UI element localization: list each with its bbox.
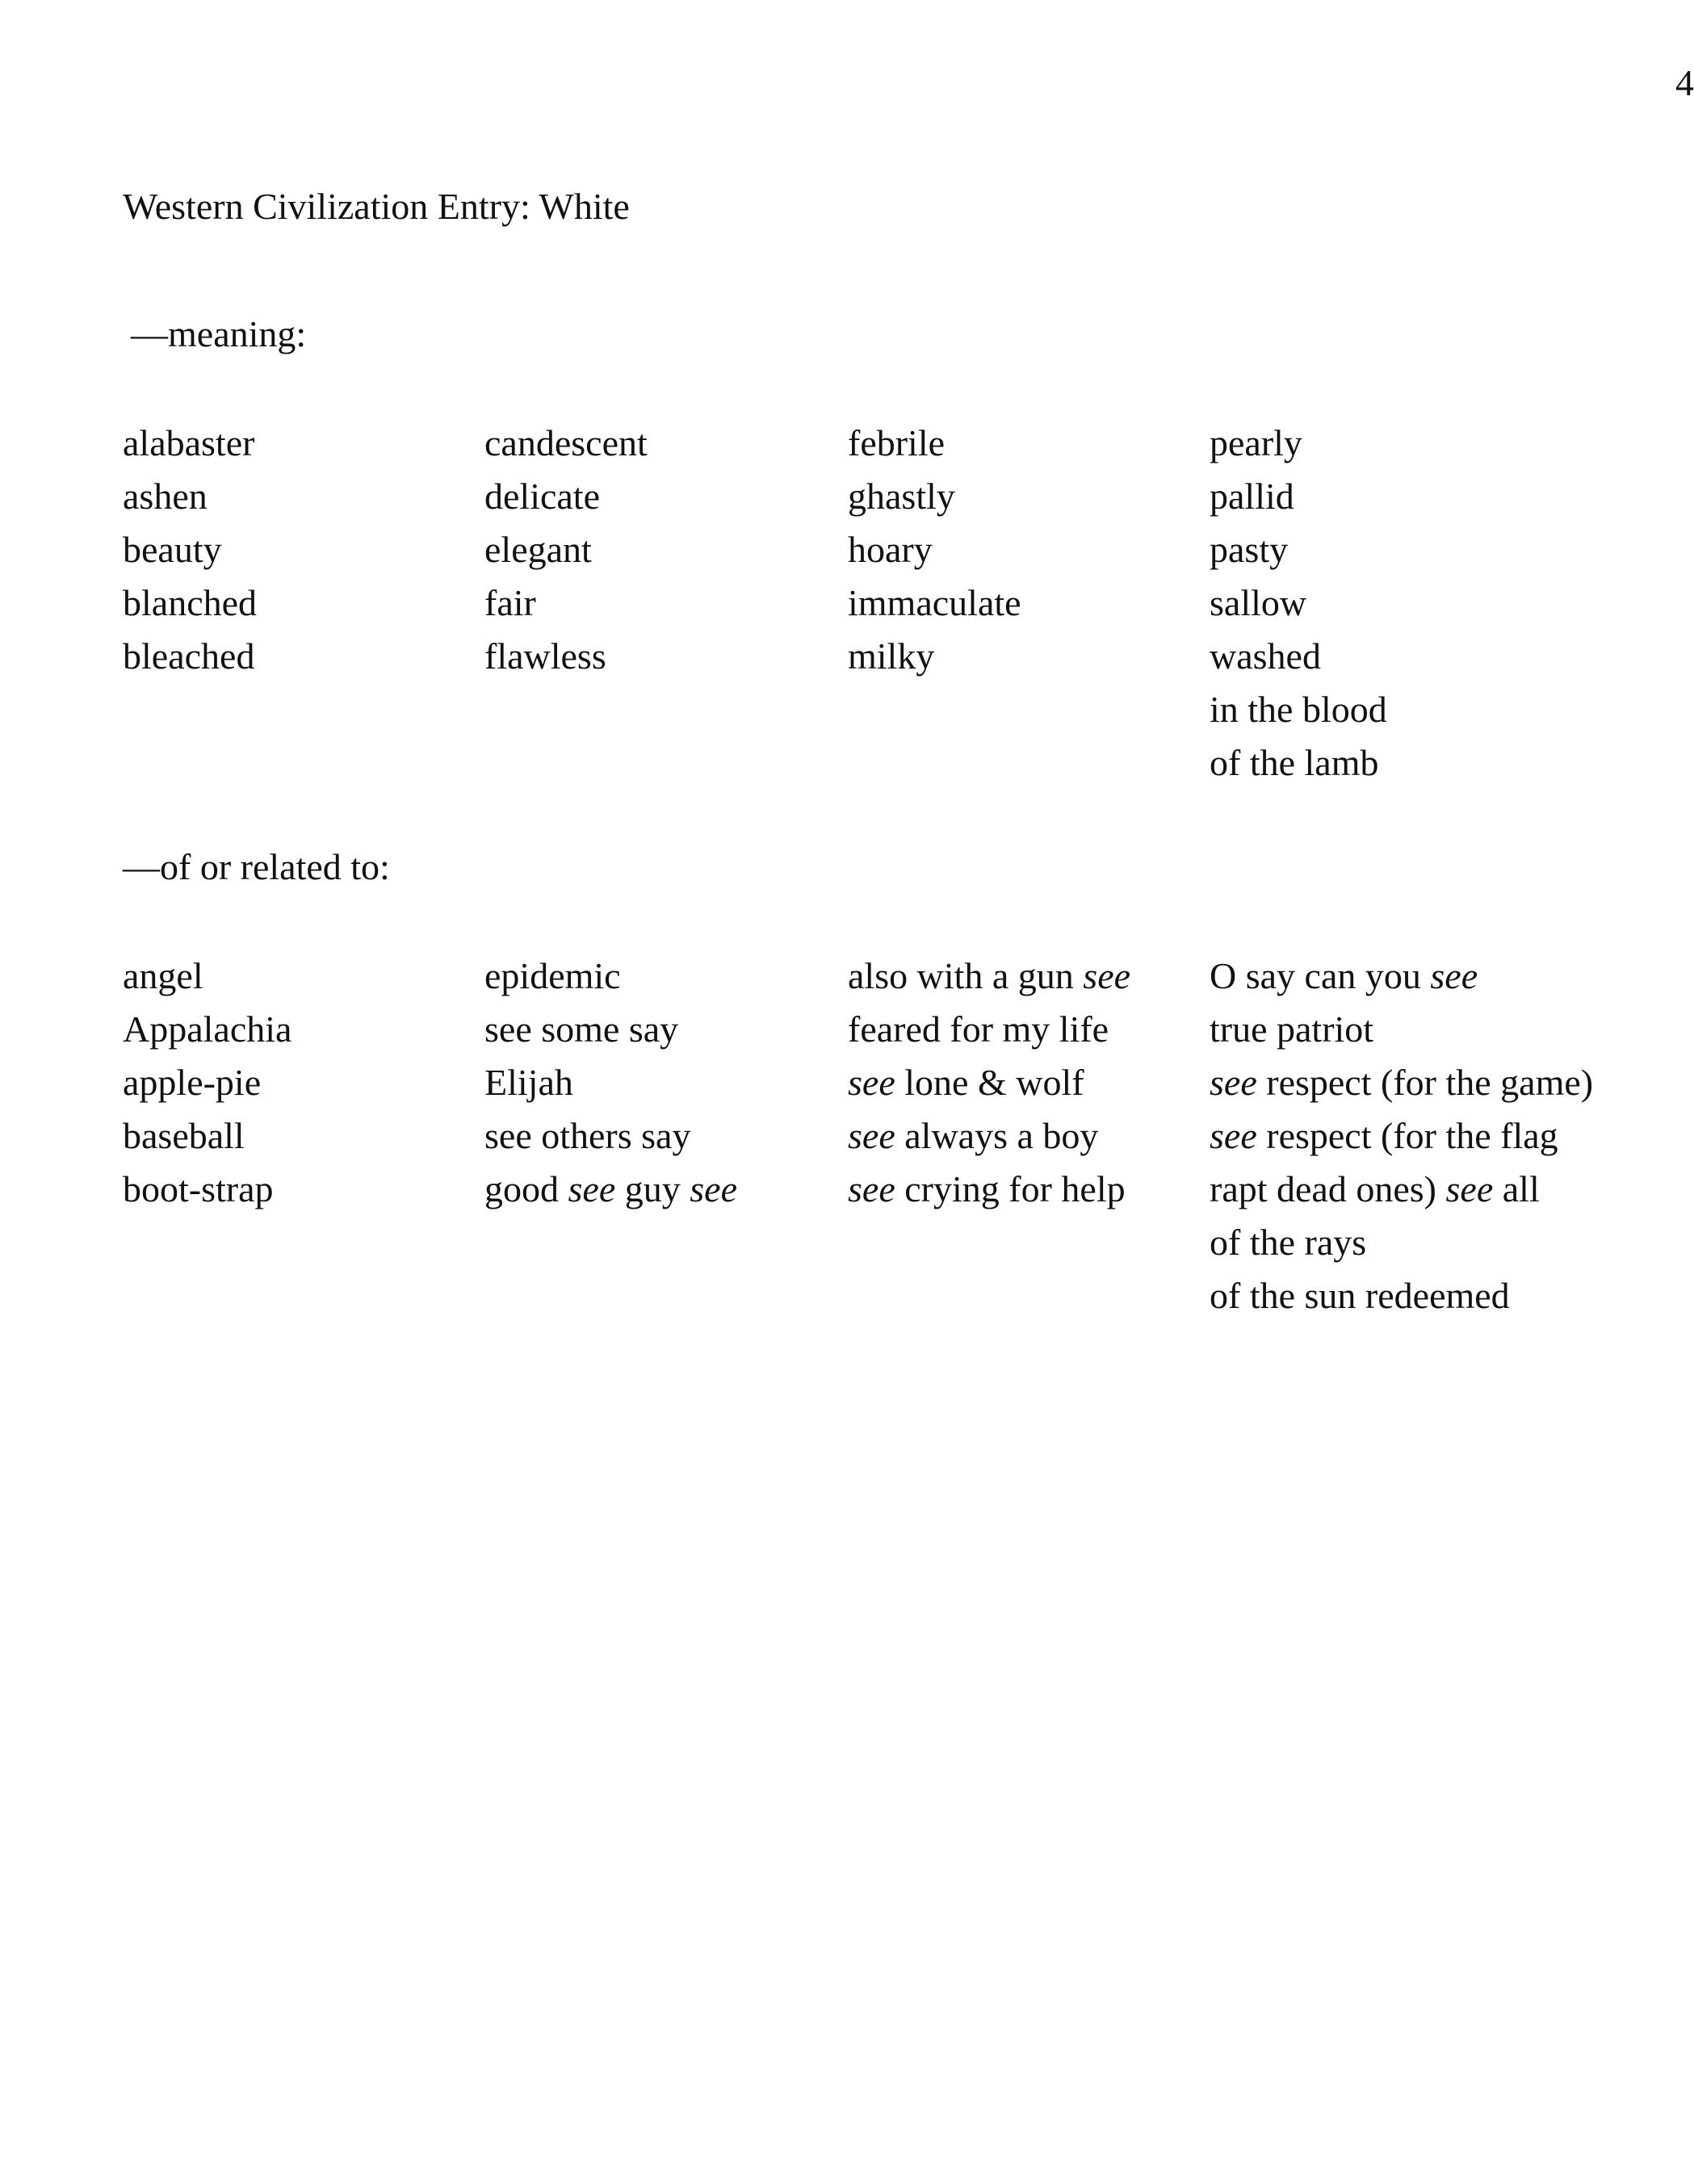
meaning-word-columns [123,417,1657,982]
word-entry: see others say [484,1115,691,1156]
word-entry: rapt dead ones) see all [1210,1168,1540,1209]
italic-see: see [568,1168,616,1209]
italic-see: see [690,1168,737,1209]
meaning-column-1 [123,417,257,683]
word-entry: pearly [1210,422,1302,463]
word-entry: milky [848,635,935,677]
word-entry: epidemic [484,955,621,996]
related-word-columns [123,949,1657,1515]
meaning-column-3 [848,417,1021,683]
word-entry: see crying for help [848,1168,1126,1209]
word-entry: in the blood [1210,689,1387,730]
word-entry: of the lamb [1210,742,1379,783]
word-entry: ghastly [848,476,955,517]
word-entry: sallow [1210,582,1307,623]
word-entry: baseball [123,1115,245,1156]
word-entry: hoary [848,529,933,570]
word-entry: washed [1210,635,1321,677]
word-entry: blanched [123,582,258,623]
word-entry: fair [484,582,536,623]
word-entry: bleached [123,635,255,677]
word-entry: of the sun redeemed [1210,1275,1510,1316]
word-entry: elegant [484,529,592,570]
word-entry: see lone & wolf [848,1062,1084,1103]
word-entry: O say can you see [1210,955,1478,996]
related-column-3 [848,949,1130,1216]
word-entry: good see guy see [484,1168,737,1209]
meaning-column-2 [484,417,648,683]
italic-see: see [848,1168,895,1209]
italic-see: see [1210,1062,1257,1103]
word-entry: see always a boy [848,1115,1099,1156]
word-entry: immaculate [848,582,1021,623]
italic-see: see [1083,955,1131,996]
section-label-related: —of or related to: [123,846,390,887]
word-entry: candescent [484,422,648,463]
word-entry: beauty [123,529,222,570]
word-entry: Elijah [484,1062,573,1103]
word-entry: Appalachia [123,1008,292,1050]
word-entry: see some say [484,1008,679,1050]
italic-see: see [848,1115,895,1156]
italic-see: see [1430,955,1478,996]
italic-see: see [1445,1168,1494,1209]
related-column-4 [1210,949,1593,1323]
word-entry: pasty [1210,529,1289,570]
word-entry: delicate [484,476,601,517]
word-entry: pallid [1210,476,1294,517]
word-entry: see respect (for the game) [1210,1062,1594,1103]
page-number: 4 [1675,62,1694,103]
word-entry: of the rays [1210,1222,1367,1263]
related-column-2 [484,949,737,1216]
related-column-1 [123,949,291,1216]
word-entry: alabaster [123,422,255,463]
word-entry: flawless [484,635,606,677]
italic-see: see [848,1062,895,1103]
meaning-column-4 [1210,417,1387,790]
word-entry: febrile [848,422,946,463]
word-entry: angel [123,955,203,996]
word-entry: feared for my life [848,1008,1109,1050]
word-entry: boot-strap [123,1168,274,1209]
entry-title: Western Civilization Entry: White [123,186,630,227]
section-label-meaning: —meaning: [131,313,307,354]
word-entry: ashen [123,476,208,517]
italic-see: see [1210,1115,1257,1156]
word-entry: true patriot [1210,1008,1374,1050]
word-entry: apple-pie [123,1062,262,1103]
word-entry: see respect (for the flag [1210,1115,1558,1156]
word-entry: also with a gun see [848,955,1131,996]
